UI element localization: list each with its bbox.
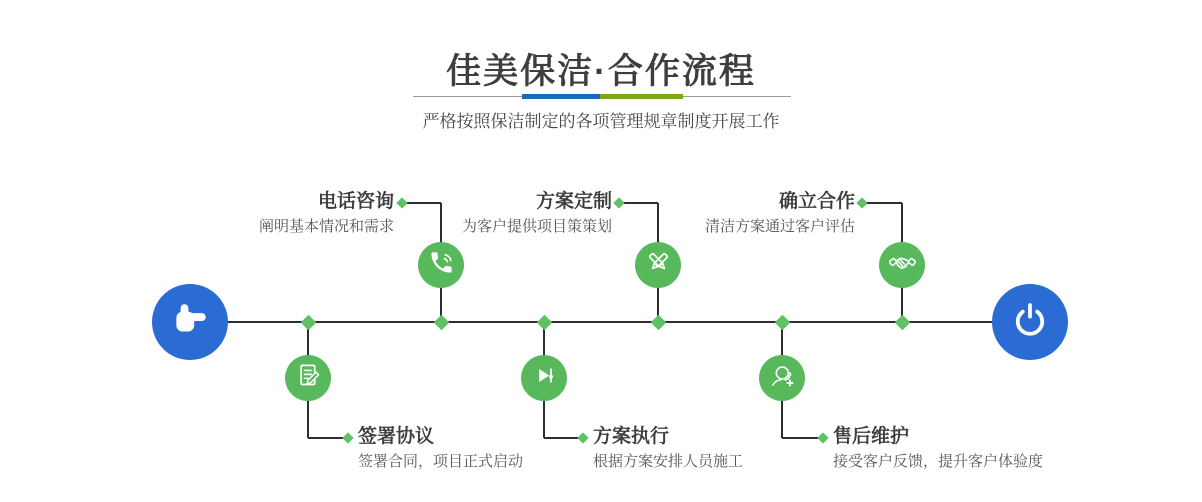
phone-consult-node xyxy=(418,242,464,288)
plan-custom-node xyxy=(635,242,681,288)
step-aftersales-label xyxy=(833,427,1043,471)
document-sign-icon xyxy=(295,362,322,394)
step-title: 确立合作 xyxy=(778,191,855,212)
establish-coop-node xyxy=(879,242,925,288)
crossed-pencils-icon xyxy=(645,249,672,281)
page-title: 佳美保洁·合作流程 xyxy=(446,52,756,91)
plan-execute-node xyxy=(521,355,567,401)
title-divider xyxy=(413,93,791,100)
divider-green-segment xyxy=(600,94,683,99)
sign-agreement-node xyxy=(285,355,331,401)
start-node xyxy=(152,284,228,360)
timeline-node-diamond xyxy=(894,314,910,330)
play-icon xyxy=(531,362,558,394)
divider-blue-segment xyxy=(522,94,600,99)
timeline-node-diamond xyxy=(433,314,449,330)
step-plan-custom-label xyxy=(462,192,612,236)
step-sign-agreement-label xyxy=(358,427,523,471)
step-title: 方案定制 xyxy=(535,191,612,212)
label-diamond xyxy=(817,432,828,443)
label-diamond xyxy=(613,197,624,208)
step-desc: 为客户提供项目策策划 xyxy=(461,218,612,235)
step-title: 签署协议 xyxy=(358,426,435,447)
label-diamond xyxy=(856,197,867,208)
step-phone-consult-label xyxy=(259,192,394,236)
handshake-icon xyxy=(889,249,916,281)
step-desc: 接受客户反馈，提升客户体验度 xyxy=(833,453,1044,470)
timeline-node-diamond xyxy=(774,314,790,330)
step-desc: 阐明基本情况和需求 xyxy=(258,218,394,235)
step-desc: 根据方案安排人员施工 xyxy=(593,453,744,470)
step-title: 售后维护 xyxy=(833,426,910,447)
phone-icon xyxy=(428,249,455,281)
step-title: 方案执行 xyxy=(593,426,670,447)
step-establish-coop-label xyxy=(705,192,855,236)
customer-service-add-icon xyxy=(769,362,796,394)
timeline-node-diamond xyxy=(536,314,552,330)
timeline-node-diamond xyxy=(300,314,316,330)
aftersales-node xyxy=(759,355,805,401)
step-title: 电话咨询 xyxy=(317,191,394,212)
end-node xyxy=(992,284,1068,360)
label-diamond xyxy=(342,432,353,443)
timeline-node-diamond xyxy=(650,314,666,330)
label-diamond xyxy=(577,432,588,443)
label-diamond xyxy=(396,197,407,208)
step-desc: 清洁方案通过客户评估 xyxy=(704,218,855,235)
power-icon xyxy=(1010,300,1050,345)
page-subtitle: 严格按照保洁制定的各项管理规章制度开展工作 xyxy=(422,112,780,131)
step-desc: 签署合同，项目正式启动 xyxy=(358,453,524,470)
step-plan-execute-label xyxy=(593,427,743,471)
hand-pointer-icon xyxy=(169,299,211,346)
